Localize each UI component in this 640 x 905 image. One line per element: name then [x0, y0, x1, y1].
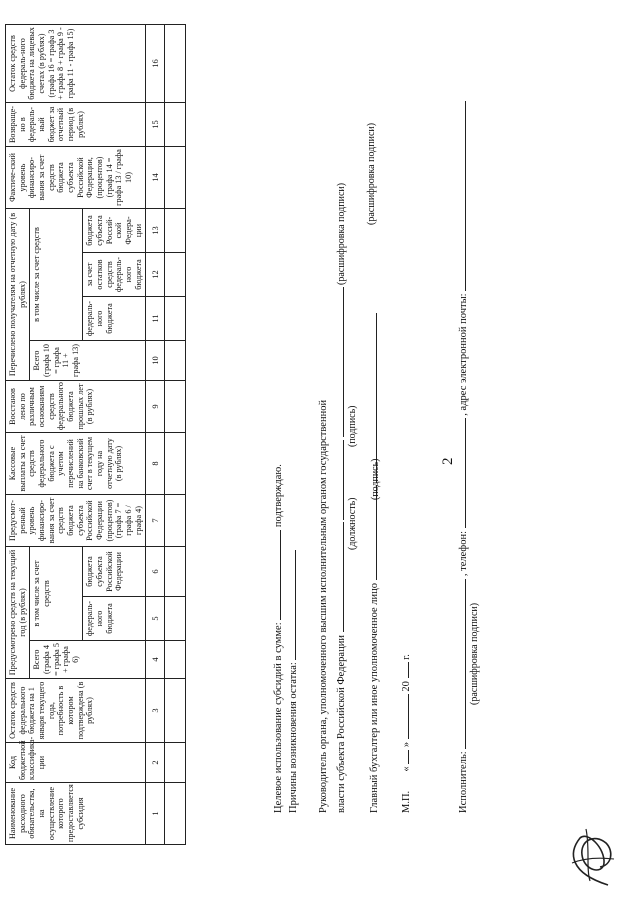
table-cell[interactable]	[165, 381, 186, 433]
purpose-amount-field[interactable]	[270, 530, 281, 620]
column-number: 12	[146, 253, 165, 297]
handwritten-signature	[560, 823, 620, 893]
table-cell[interactable]	[165, 25, 186, 103]
table-cell[interactable]	[165, 783, 186, 845]
hint-signature: (подпись)	[347, 405, 358, 447]
table-row	[165, 25, 186, 845]
column-number: 9	[146, 381, 165, 433]
column-number: 1	[146, 783, 165, 845]
column-numbers-row	[146, 25, 165, 845]
accountant-label: Главный бухгалтер или иное уполномоченное лицо	[369, 582, 380, 813]
purpose-line	[270, 464, 284, 813]
column-number: 8	[146, 433, 165, 495]
header-transferred-group: Перечислено получателям на отчетную дату (в рублях)	[6, 209, 30, 381]
header-cash-payments: Кассовые выплаты за счет средств федерального бюджета с учетом перечислений на банковский счет в текущем году на отчетную дату (в рублях)	[6, 433, 146, 495]
column-number: 16	[146, 25, 165, 103]
email-label: адрес электронной почты:	[458, 293, 469, 411]
table-cell[interactable]	[165, 641, 186, 679]
date-month-field[interactable]	[398, 694, 409, 739]
table-cell[interactable]	[165, 103, 186, 147]
date-close-quote: »	[401, 741, 412, 748]
header-transferred-subject: бюджета субъекта Россий-ской Федера-ции	[83, 209, 146, 253]
executor-hint-decoding: (расшифровка подписи)	[469, 602, 480, 705]
table-cell[interactable]	[165, 679, 186, 743]
header-transferred-including: в том числе за счет средств	[30, 209, 83, 341]
header-planned-including: в том числе за счет средств	[30, 547, 83, 641]
reasons-line	[285, 550, 299, 813]
head-label-2: власти субъекта Российской Федерации	[336, 635, 347, 813]
header-budget-code: Код бюджетной классифика-ции	[6, 743, 146, 783]
hint-decoding: (расшифровка подписи)	[336, 182, 347, 285]
table-cell[interactable]	[165, 147, 186, 209]
column-number: 3	[146, 679, 165, 743]
date-day-field[interactable]	[398, 750, 409, 764]
header-planned-federal: федераль-ного бюджета	[83, 597, 146, 641]
header-transferred-total: Всего (графа 10 = графа 11 + графа 13)	[30, 341, 146, 381]
date-year-field[interactable]	[398, 662, 409, 678]
table-cell[interactable]	[165, 743, 186, 783]
table-cell[interactable]	[165, 433, 186, 495]
column-number: 7	[146, 495, 165, 547]
purpose-label: Целевое использование субсидий в сумме:	[273, 622, 284, 813]
date-open-quote: «	[401, 766, 412, 772]
stamp-label: М.П.	[401, 790, 412, 813]
column-number: 6	[146, 547, 165, 597]
header-planned-subject: бюджета субъекта Российской Федерации	[83, 547, 146, 597]
header-balance-jan1: Остаток средств федерального бюджета на 1 января текущего года, потребность в котором подтверждена (в рублях)	[6, 679, 146, 743]
head-position-field[interactable]	[333, 522, 344, 632]
column-number: 13	[146, 209, 165, 253]
year-suffix: г.	[401, 654, 412, 660]
header-restored: Восстанов лено по различным основаниям средств федерального бюджета прошлых лет (в рублях)	[6, 381, 146, 433]
header-transferred-federal-rest: за счет остатков средств федераль-ного бюджета	[83, 253, 146, 297]
header-returned: Возвраще-но в федераль-ный бюджет за отчетный период (в рублях)	[6, 103, 146, 147]
column-number: 11	[146, 297, 165, 341]
stamp-date-line	[398, 654, 412, 813]
table-cell[interactable]	[165, 495, 186, 547]
reasons-label: Причины возникновения остатка:	[288, 662, 299, 813]
email-field[interactable]	[455, 101, 466, 291]
column-number: 2	[146, 743, 165, 783]
header-balance-accounts: Остаток средств федераль-ного бюджета на лицевых счетах (в рублях) (графа 16 = графа 3 + графа 8 + графа 9 - графа 11 - графа 15)	[6, 25, 146, 103]
header-transferred-federal: федераль-ного бюджета	[83, 297, 146, 341]
table-cell[interactable]	[165, 209, 186, 253]
table-cell[interactable]	[165, 597, 186, 641]
column-number: 14	[146, 147, 165, 209]
year-prefix: 20	[401, 681, 412, 692]
header-planned-level: Предусмот-ренный уровень финансиро-вания за счет средств бюджета субъекта Российской Федерации (процентов) (графа 7 = графа 6 / графа 4)	[6, 495, 146, 547]
table-cell[interactable]	[165, 297, 186, 341]
head-signature-field[interactable]	[333, 440, 344, 520]
executor-label: Исполнитель:	[458, 751, 469, 813]
column-number: 5	[146, 597, 165, 641]
header-expense-obligation: Наименование расходного обязательства, на осуществление которого предоставляется субсидия	[6, 783, 146, 845]
table-cell[interactable]	[165, 341, 186, 381]
page-number: 2	[440, 457, 456, 465]
head-decoding-field[interactable]	[333, 287, 344, 437]
executor-field[interactable]	[455, 579, 466, 749]
header-actual-level: Фактиче-ский уровень финансиро-вания за счет средств бюджета субъекта Российской Федерации, (процентов) (графа 14 = графа 13 / графа 10)	[6, 147, 146, 209]
phone-label: телефон:	[458, 530, 469, 571]
header-planned-group: Предусмотрено средств на текущий год (в рублях)	[6, 547, 30, 679]
phone-field[interactable]	[455, 418, 466, 528]
head-line	[333, 287, 347, 813]
executor-line: Исполнитель: , телефон: , адрес электронной почты:	[455, 101, 469, 813]
table-cell[interactable]	[165, 547, 186, 597]
accountant-decoding-field[interactable]	[366, 313, 377, 483]
head-label-line-1: Руководитель органа, уполномоченного высшим исполнительным органом государственной	[318, 399, 329, 813]
reasons-field[interactable]	[285, 550, 296, 660]
purpose-suffix: подтверждаю.	[273, 464, 284, 528]
header-planned-total: Всего (графа 4 = графа 5 + графа 6)	[30, 641, 146, 679]
column-number: 15	[146, 103, 165, 147]
column-number: 10	[146, 341, 165, 381]
accountant-hint-signature: (подпись)	[370, 458, 381, 500]
table-cell[interactable]	[165, 253, 186, 297]
hint-position: (должность)	[347, 497, 358, 550]
accountant-line	[366, 313, 380, 813]
subsidy-report-table	[5, 24, 186, 845]
accountant-hint-decoding: (расшифровка подписи)	[366, 122, 377, 225]
column-number: 4	[146, 641, 165, 679]
